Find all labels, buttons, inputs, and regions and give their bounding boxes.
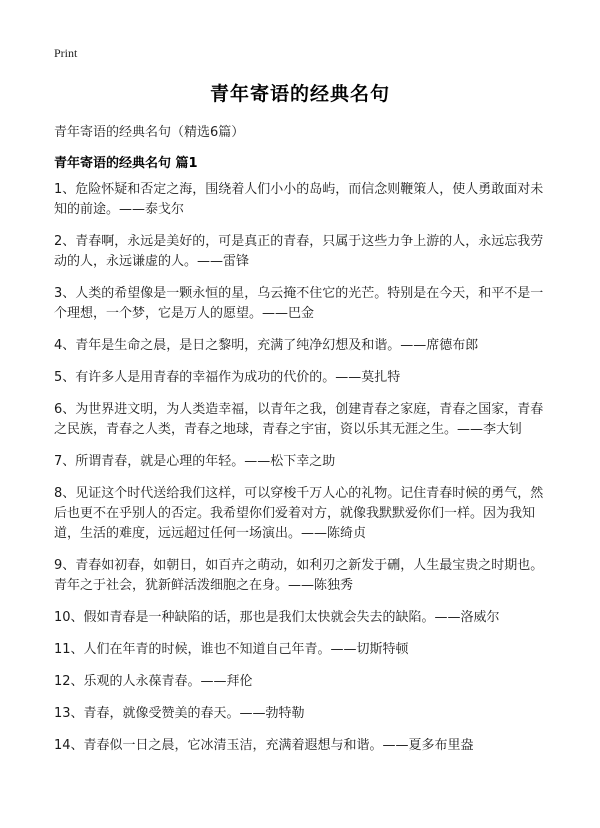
quote-item: 9、青春如初春，如朝日，如百卉之萌动，如利刃之新发于硎，人生最宝贵之时期也。青年之于社会，犹新鲜活泼细胞之在身。——陈独秀 [54,558,544,593]
quote-item: 3、人类的希望像是一颗永恒的星，乌云掩不住它的光芒。特别是在今天，和平不是一个理想，一个梦，它是万人的愿望。——巴金 [54,286,544,321]
quote-item: 4、青年是生命之晨，是日之黎明，充满了纯净幻想及和谐。——席德布郎 [54,338,479,353]
print-label: Print [54,46,78,60]
section-heading: 青年寄语的经典名句 篇1 [54,156,198,171]
quote-item: 8、见证这个时代送给我们这样，可以穿梭千万人心的礼物。记住青春时候的勇气，然后也更不在乎别人的否定。我希望你们爱着对方，就像我默默爱你们一样。因为我知道，生活的难度，远远超过任何一场演出。——陈绮贞 [54,486,544,541]
quote-item: 10、假如青春是一种缺陷的话，那也是我们太快就会失去的缺陷。——洛威尔 [54,610,500,625]
quote-item: 14、青春似一日之晨，它冰清玉洁，充满着遐想与和谐。——夏多布里盎 [54,738,474,753]
quote-list [54,180,550,768]
quote-item: 7、所谓青春，就是心理的年轻。——松下幸之助 [54,454,336,469]
quote-item: 6、为世界进文明，为人类造幸福，以青年之我，创建青春之家庭，青春之国家，青春之民族，青春之人类，青春之地球，青春之宇宙，资以乐其无涯之生。——李大钊 [54,402,544,437]
quote-item: 2、青春啊，永远是美好的，可是真正的青春，只属于这些力争上游的人，永远忘我劳动的人，永远谦虚的人。——雷锋 [54,234,544,269]
quote-item: 13、青春，就像受赞美的春天。——勃特勒 [54,706,305,721]
page-subtitle: 青年寄语的经典名句（精选6篇） [54,125,245,140]
quote-item: 11、人们在年青的时候，谁也不知道自己年青。——切斯特顿 [54,642,409,657]
quote-item: 1、危险怀疑和否定之海，围绕着人们小小的岛屿，而信念则鞭策人，使人勇敢面对未知的前途。——泰戈尔 [54,182,544,217]
page-title: 青年寄语的经典名句 [209,83,390,105]
quote-item: 5、有许多人是用青春的幸福作为成功的代价的。——莫扎特 [54,370,401,385]
quote-item: 12、乐观的人永葆青春。——拜伦 [54,674,253,689]
